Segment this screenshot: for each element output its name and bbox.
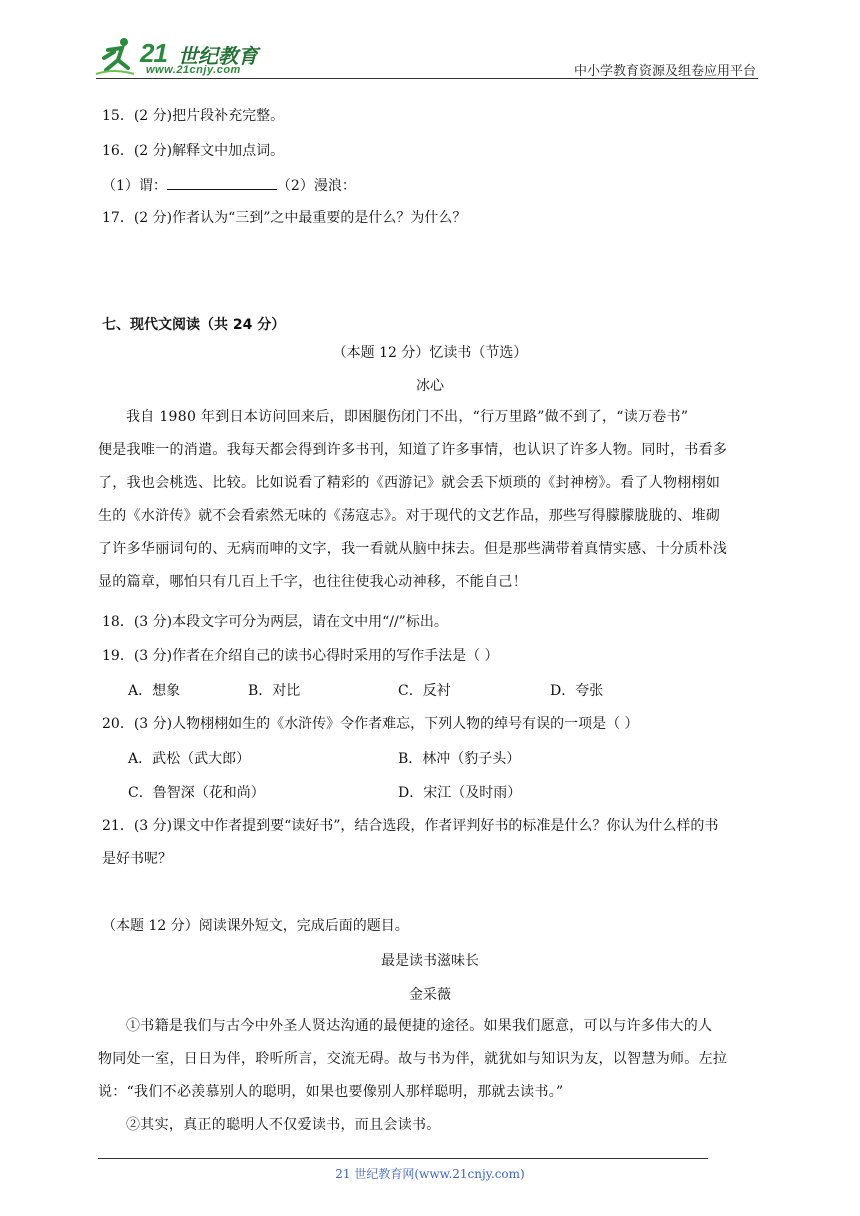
- passage2-line: ①书籍是我们与古今中外圣人贤达沟通的最便捷的途径。如果我们愿意，可以与许多伟大的人: [126, 1018, 713, 1034]
- passage2-title: 最是读书滋味长: [381, 953, 479, 969]
- question-16: 16．(2 分)解释文中加点词。: [102, 143, 285, 159]
- footer-link[interactable]: 21 世纪教育网(www.21cnjy.com): [335, 1167, 525, 1181]
- passage1-line: 了，我也会桃选、比较。比如说看了精彩的《西游记》就会丢下烦琐的《封神榜》。看了人物栩栩如: [98, 475, 721, 491]
- question-18: 18．(3 分)本段文字可分为两层，请在文中用“//”标出。: [102, 614, 448, 630]
- q16-answer-blank[interactable]: [167, 175, 277, 190]
- question-17: 17．(2 分)作者认为“三到”之中最重要的是什么？为什么？: [102, 210, 467, 226]
- passage2-body: [98, 1010, 762, 1142]
- passage1-line: 我自 1980 年到日本访问回来后，即困腿伤闭门不出，“行万里路”做不到了，“读万卷书”: [126, 409, 689, 425]
- passage2-line: 说：“我们不必羡慕别人的聪明，如果也要像别人那样聪明，那就去读书。”: [98, 1084, 564, 1100]
- passage1-line: 生的《水浒传》就不会看索然无味的《荡寇志》。对于现代的文艺作品，那些写得朦朦胧胧的、堆砌: [98, 508, 721, 524]
- q19-option-b[interactable]: B．对比: [248, 683, 301, 699]
- passage1-body: [98, 401, 762, 599]
- passage2-line: ②其实，真正的聪明人不仅爱读书，而且会读书。: [126, 1117, 441, 1133]
- q20-option-a[interactable]: A．武松（武大郎）: [128, 751, 251, 767]
- footer-divider: [98, 1158, 708, 1159]
- site-logo: [94, 34, 264, 78]
- passage1-author: 冰心: [416, 378, 444, 394]
- header-title: 中小学教育资源及组卷应用平台: [573, 64, 756, 79]
- running-figure-icon: [94, 34, 138, 78]
- passage1-title: （本题 12 分）忆读书（节选）: [332, 345, 528, 361]
- question-20: 20．(3 分)人物栩栩如生的《水浒传》令作者难忘，下列人物的绰号有误的一项是（ ）: [102, 716, 639, 732]
- header-divider: [96, 78, 758, 79]
- question-15: 15．(2 分)把片段补充完整。: [102, 108, 285, 124]
- logo-number: 21: [140, 38, 167, 68]
- passage2-intro: （本题 12 分）阅读课外短文，完成后面的题目。: [102, 918, 409, 934]
- q19-option-d[interactable]: D．夸张: [550, 683, 604, 699]
- question-16-subparts: [102, 175, 356, 196]
- question-21: 21．(3 分)课文中作者提到要“读好书”，结合选段，作者评判好书的标准是什么？你认为什么样的书: [102, 818, 719, 834]
- q20-option-c[interactable]: C．鲁智深（花和尚）: [128, 785, 265, 801]
- q19-option-c[interactable]: C．反衬: [398, 683, 451, 699]
- section-heading: 七、现代文阅读（共 24 分）: [102, 317, 286, 333]
- passage2-line: 物同处一室，日日为伴，聆听所言，交流无碍。故与书为伴，就犹如与知识为友，以智慧为师。左拉: [98, 1051, 728, 1067]
- logo-url: www.21cnjy.com: [146, 64, 241, 76]
- question-19: 19．(3 分)作者在介绍自己的读书心得时采用的写作手法是（ ）: [102, 648, 499, 664]
- question-21-cont: 是好书呢？: [102, 851, 172, 867]
- passage1-line: 了许多华丽词句的、无病而呻的文字，我一看就从脑中抹去。但是那些满带着真情实感、十分质朴浅: [98, 541, 728, 557]
- passage2-author: 金采薇: [409, 987, 451, 1003]
- q19-option-a[interactable]: A．想象: [128, 683, 181, 699]
- passage1-line: 便是我唯一的消遣。我每天都会得到许多书刊，知道了许多事情，也认识了许多人物。同时，书看多: [98, 442, 728, 458]
- q16-part2-label: （2）漫浪：: [276, 178, 356, 194]
- q20-option-d[interactable]: D．宋江（及时雨）: [398, 785, 522, 801]
- q16-part1-label: （1）谓：: [102, 178, 167, 194]
- passage1-line: 显的篇章，哪怕只有几百上千字，也往往使我心动神移，不能自己！: [98, 574, 527, 590]
- q20-option-b[interactable]: B．林冲（豹子头）: [398, 751, 521, 767]
- logo-text: 世纪教育: [178, 44, 258, 68]
